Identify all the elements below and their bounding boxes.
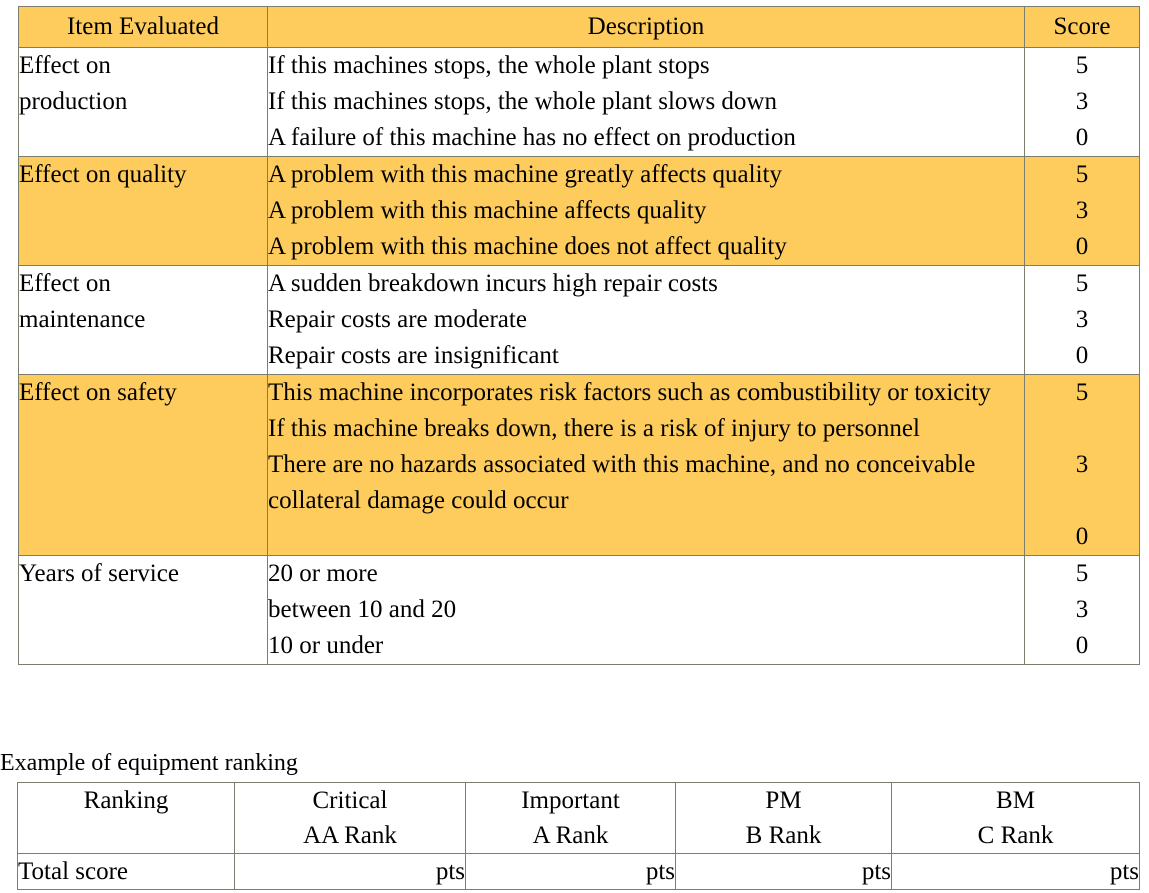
equipment-evaluation-table (18, 6, 1140, 665)
ranking-header-cell (18, 783, 235, 854)
item-evaluated-cell (19, 375, 268, 556)
description-line: 10 or under (268, 632, 384, 659)
item-evaluated-cell (19, 48, 268, 157)
score-cell (1025, 266, 1140, 375)
item-label-line: Effect on safety (19, 379, 177, 406)
item-label-line: Effect on (19, 270, 111, 297)
description-line: This machine incorporates risk factors such as combustibility or toxicity (268, 379, 991, 406)
ranking-header-line1: Critical (312, 787, 388, 814)
description-line: 20 or more (268, 560, 378, 587)
ranking-header-line1: Important (521, 787, 620, 814)
description-line: If this machines stops, the whole plant stops (268, 52, 710, 79)
score-cell (1025, 48, 1140, 157)
ranking-header-row (18, 783, 1140, 854)
column-header-item-evaluated: Item Evaluated (19, 7, 268, 48)
description-line: A problem with this machine does not affect quality (268, 233, 787, 260)
evaluation-table-body (19, 48, 1140, 665)
description-line: If this machine breaks down, there is a risk of injury to personnel (268, 415, 920, 442)
total-score-value-b[interactable]: pts (676, 854, 892, 890)
score-value: 3 (1075, 197, 1089, 224)
description-cell (268, 556, 1025, 665)
item-label-line: Years of service (19, 560, 179, 587)
description-line: A sudden breakdown incurs high repair costs (268, 270, 718, 297)
table-row-effect-on-safety (19, 375, 1140, 556)
table-row-effect-on-production (19, 48, 1140, 157)
ranking-header-line2: C Rank (977, 822, 1054, 849)
description-line: between 10 and 20 (268, 596, 457, 623)
description-cell (268, 157, 1025, 266)
ranking-table-caption: Example of equipment ranking (0, 750, 298, 776)
score-value: 0 (1075, 632, 1089, 659)
ranking-header-line2: A Rank (532, 822, 609, 849)
item-label-line: Effect on (19, 52, 111, 79)
score-value: 3 (1075, 88, 1089, 115)
ranking-header-cell (676, 783, 892, 854)
score-cell (1025, 375, 1140, 556)
ranking-header-cell (466, 783, 676, 854)
ranking-header-line1: Ranking (83, 787, 169, 814)
description-line: A failure of this machine has no effect on production (268, 124, 796, 151)
description-cell (268, 266, 1025, 375)
item-evaluated-cell (19, 556, 268, 665)
header-row (19, 7, 1140, 48)
table-row-effect-on-quality (19, 157, 1140, 266)
description-line: Repair costs are moderate (268, 306, 527, 333)
column-header-description: Description (268, 7, 1025, 48)
score-cell (1025, 556, 1140, 665)
table-row-effect-on-maintenance (19, 266, 1140, 375)
item-label-line: maintenance (19, 306, 146, 333)
total-score-label: Total score (18, 854, 235, 890)
description-line: Repair costs are insignificant (268, 342, 559, 369)
ranking-header-line2: B Rank (745, 822, 822, 849)
ranking-header-line2: AA Rank (303, 822, 397, 849)
description-line: A problem with this machine greatly affects quality (268, 161, 782, 188)
ranking-total-row (18, 854, 1140, 890)
total-score-value-aa[interactable]: pts (235, 854, 466, 890)
ranking-table-body (18, 783, 1140, 890)
evaluation-table-container (18, 6, 1139, 665)
score-value: 3 (1075, 306, 1089, 333)
ranking-header-line1: BM (996, 787, 1035, 814)
score-value: 0 (1075, 233, 1089, 260)
score-value: 5 (1075, 270, 1089, 297)
description-cell (268, 48, 1025, 157)
table-row-years-of-service (19, 556, 1140, 665)
total-score-value-a[interactable]: pts (466, 854, 676, 890)
column-header-score: Score (1025, 7, 1140, 48)
ranking-header-cell (235, 783, 466, 854)
description-line: A problem with this machine affects quality (268, 197, 707, 224)
total-score-value-c[interactable]: pts (892, 854, 1140, 890)
item-label-line: Effect on quality (19, 161, 187, 188)
score-value: 5 (1075, 161, 1089, 188)
score-value: 0 (1075, 124, 1089, 151)
description-line: If this machines stops, the whole plant slows down (268, 88, 777, 115)
score-value: 3 (1075, 596, 1089, 623)
item-evaluated-cell (19, 266, 268, 375)
ranking-header-line1: PM (765, 787, 802, 814)
ranking-header-cell (892, 783, 1140, 854)
score-value: 5 (1075, 379, 1089, 406)
description-line: There are no hazards associated with this machine, and no conceivable collateral damage could occur (268, 451, 976, 514)
description-cell (268, 375, 1025, 556)
equipment-ranking-table (17, 782, 1140, 890)
score-value: 0 (1075, 523, 1089, 550)
score-cell (1025, 157, 1140, 266)
score-value: 5 (1075, 560, 1089, 587)
item-label-line: production (19, 88, 128, 115)
evaluation-table-header (19, 7, 1140, 48)
ranking-table-container (17, 782, 1139, 890)
item-evaluated-cell (19, 157, 268, 266)
score-value: 5 (1075, 52, 1089, 79)
score-value: 3 (1075, 451, 1089, 478)
score-value: 0 (1075, 342, 1089, 369)
